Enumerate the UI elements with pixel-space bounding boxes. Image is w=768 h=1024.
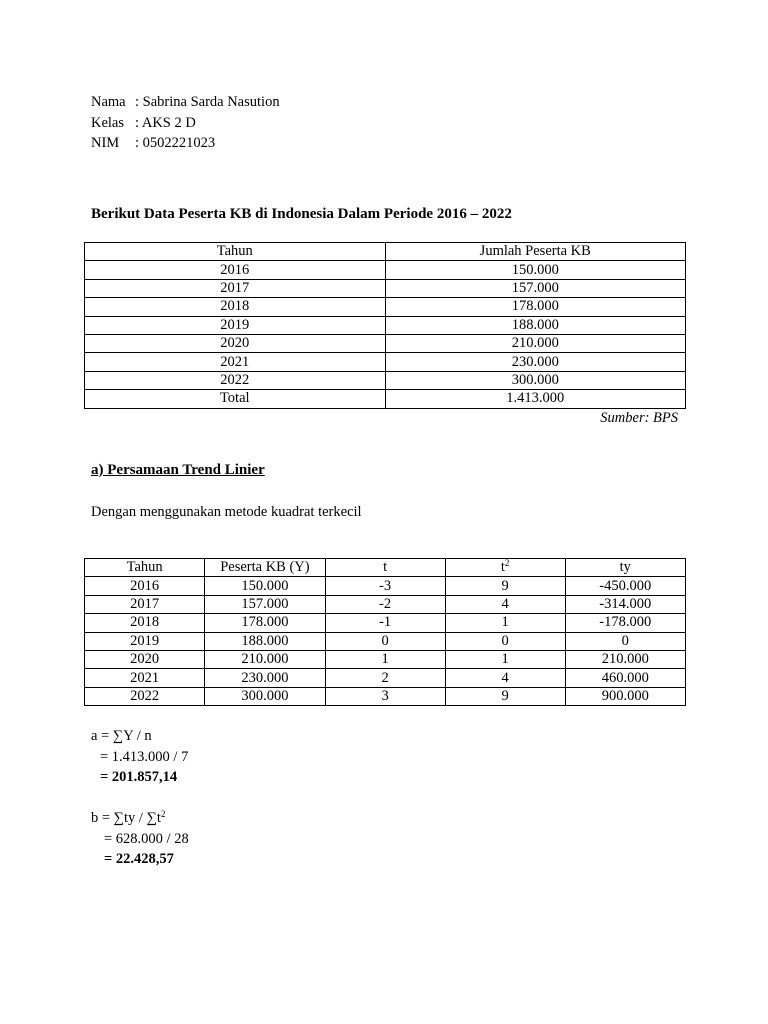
cell-y: 178.000 [205,614,325,632]
identity-row-nama [91,92,280,113]
trend-calculation-table [84,558,686,706]
cell-jumlah: 300.000 [385,371,686,389]
cell-jumlah: 210.000 [385,334,686,352]
cell-tahun: 2022 [85,687,205,705]
cell-tahun: 2016 [85,261,386,279]
cell-t: -2 [325,595,445,613]
cell-y: 210.000 [205,650,325,668]
table-row [85,261,686,279]
table-row [85,353,686,371]
cell-t2: 4 [445,595,565,613]
source-note: Sumber: BPS [600,410,678,426]
table-row [85,614,686,632]
table-row [85,279,686,297]
cell-t: -1 [325,614,445,632]
nama-label: Nama [91,94,126,110]
cell-t2: 0 [445,632,565,650]
cell-t2: 9 [445,577,565,595]
nim-value: : 0502221023 [135,135,216,151]
header-t-squared [445,559,565,577]
formula-a-result: = 201.857,14 [100,769,178,785]
section-title: a) Persamaan Trend Linier [91,462,265,478]
cell-ty: -450.000 [565,577,685,595]
table-row [85,371,686,389]
header-t: t [325,559,445,577]
data-heading: Berikut Data Peserta KB di Indonesia Dalam Periode 2016 – 2022 [91,206,512,222]
cell-t2: 1 [445,614,565,632]
method-text: Dengan menggunakan metode kuadrat terkecil [91,504,362,520]
cell-jumlah: 188.000 [385,316,686,334]
cell-y: 157.000 [205,595,325,613]
cell-total-value: 1.413.000 [385,390,686,408]
cell-tahun: 2020 [85,650,205,668]
cell-t2: 9 [445,687,565,705]
cell-t: 0 [325,632,445,650]
cell-tahun: 2017 [85,279,386,297]
participants-table [84,242,686,409]
cell-ty: 460.000 [565,669,685,687]
cell-jumlah: 157.000 [385,279,686,297]
table-row [85,650,686,668]
cell-y: 300.000 [205,687,325,705]
kelas-value: : AKS 2 D [135,114,196,131]
kelas-label: Kelas [91,114,125,131]
cell-y: 188.000 [205,632,325,650]
cell-total-label: Total [85,390,386,408]
table-header-row [85,559,686,577]
cell-t2: 1 [445,650,565,668]
formula-b-exponent: 2 [160,809,166,819]
cell-t: 3 [325,687,445,705]
table-row [85,298,686,316]
cell-tahun: 2020 [85,334,386,352]
formula-b-line1 [91,808,189,829]
cell-tahun: 2018 [85,614,205,632]
cell-ty: 0 [565,632,685,650]
header-jumlah: Jumlah Peserta KB [385,243,686,261]
header-t-exponent: 2 [504,558,510,569]
cell-y: 230.000 [205,669,325,687]
cell-tahun: 2019 [85,632,205,650]
header-tahun: Tahun [85,243,386,261]
table-row [85,595,686,613]
cell-tahun: 2022 [85,371,386,389]
cell-t: 2 [325,669,445,687]
nama-value: : Sabrina Sarda Nasution [135,94,280,110]
cell-tahun: 2017 [85,595,205,613]
cell-t: -3 [325,577,445,595]
formula-a [91,726,188,788]
table-row [85,316,686,334]
cell-jumlah: 150.000 [385,261,686,279]
header-tahun: Tahun [85,559,205,577]
table-row [85,632,686,650]
formula-a-line2: = 1.413.000 / 7 [100,748,189,765]
cell-tahun: 2019 [85,316,386,334]
cell-t: 1 [325,650,445,668]
cell-ty: -314.000 [565,595,685,613]
cell-tahun: 2018 [85,298,386,316]
table-header-row [85,243,686,261]
table-total-row [85,390,686,408]
header-t-base: t [500,559,505,576]
table-row [85,577,686,595]
cell-y: 150.000 [205,577,325,595]
identity-row-nim [91,133,280,154]
cell-jumlah: 230.000 [385,353,686,371]
identity-row-kelas [91,113,280,134]
formula-b-result: = 22.428,57 [104,851,174,867]
table-row [85,669,686,687]
formula-b [91,808,189,870]
cell-tahun: 2021 [85,353,386,371]
cell-ty: 900.000 [565,687,685,705]
cell-tahun: 2021 [85,669,205,687]
formula-a-line1: a = ∑Y / n [91,728,152,744]
cell-ty: -178.000 [565,614,685,632]
cell-tahun: 2016 [85,577,205,595]
header-peserta-y: Peserta KB (Y) [205,559,325,577]
cell-jumlah: 178.000 [385,298,686,316]
formula-b-line2: = 628.000 / 28 [104,830,189,847]
table-row [85,334,686,352]
cell-ty: 210.000 [565,650,685,668]
formula-b-expression: b = ∑ty / ∑t [91,810,161,826]
cell-t2: 4 [445,669,565,687]
header-ty: ty [565,559,685,577]
student-identity [91,92,280,154]
table-row [85,687,686,705]
nim-label: NIM [91,135,120,151]
